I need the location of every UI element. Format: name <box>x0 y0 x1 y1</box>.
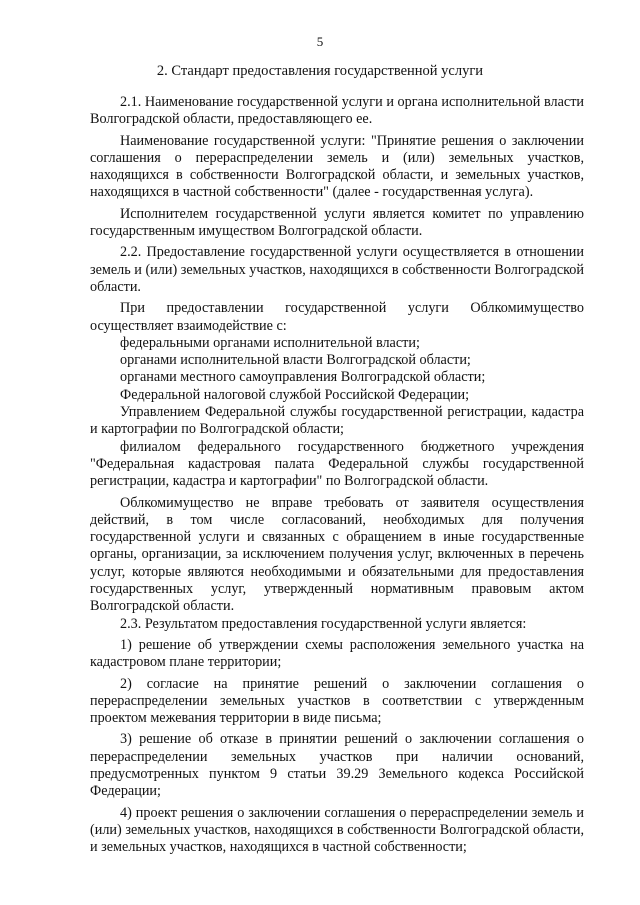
paragraph-executor: Исполнителем государственной услуги является комитет по управлению государственным имуществом Волгоградской области. <box>90 205 584 240</box>
document-body <box>90 94 584 856</box>
paragraph-interaction-intro: При предоставлении государственной услуги Облкомимущество осуществляет взаимодействие с: <box>90 300 584 334</box>
paragraph-2-3: 2.3. Результатом предоставления государственной услуги является: <box>120 615 527 632</box>
section-heading: 2. Стандарт предоставления государственной услуги <box>156 63 484 79</box>
list-item-federal-bodies: федеральными органами исполнительной власти; <box>120 334 420 351</box>
result-item-3: 3) решение об отказе в принятии решений о заключении соглашения о перераспределении земельных участков при наличии оснований, предусмотренных пунктом 9 статьи 39.29 Земельного кодекса Российской Федерации; <box>90 731 584 800</box>
result-item-1: 1) решение об утверждении схемы расположения земельного участка на кадастровом плане территории; <box>90 636 584 671</box>
list-item-rosreestr: Управлением Федеральной службы государственной регистрации, кадастра и картографии по Волгоградской области; <box>90 404 584 438</box>
result-item-2: 2) согласие на принятие решений о заключении соглашения о перераспределении земельных участков в соответствии с утвержденным проектом межевания территории в виде письма; <box>90 675 584 727</box>
result-item-4: 4) проект решения о заключении соглашения о перераспределении земель и (или) земельных участков, находящихся в собственности Волгоградской области, и земельных участков, находящихся в частной собственности; <box>90 804 584 856</box>
paragraph-2-2: 2.2. Предоставление государственной услуги осуществляется в отношении земель и (или) земельных участков, находящихся в собственности Волгоградской области. <box>90 244 584 295</box>
paragraph-2-1: 2.1. Наименование государственной услуги и органа исполнительной власти Волгоградской области, предоставляющего ее. <box>90 94 584 128</box>
paragraph-service-name: Наименование государственной услуги: "Принятие решения о заключении соглашения о перераспределении земель и (или) земельных участков, находящихся в собственности Волгоградской области, и земельных участков, находящихся в частной собственности" (далее - государственная услуга). <box>90 132 584 201</box>
list-item-cadastral-chamber: филиалом федерального государственного бюджетного учреждения "Федеральная кадастровая палата Федеральной службы государственной регистрации, кадастра и картографии" по Волгоградской области. <box>90 438 584 490</box>
list-item-tax-service: Федеральной налоговой службой Российской Федерации; <box>120 386 470 403</box>
list-item-local-government: органами местного самоуправления Волгоградской области; <box>120 369 486 386</box>
page-number: 5 <box>316 34 324 49</box>
list-item-regional-bodies: органами исполнительной власти Волгоградской области; <box>120 352 471 369</box>
paragraph-restrictions: Облкомимущество не вправе требовать от заявителя осуществления действий, в том числе согласований, необходимых для получения государственной услуги и связанных с обращением в иные государственные органы, организации, за исключением получения услуг, включенных в перечень услуг, которые являются необходимыми и обязательными для предоставления государственных услуг, утвержденный нормативным правовым актом Волгоградской области. <box>90 494 584 615</box>
